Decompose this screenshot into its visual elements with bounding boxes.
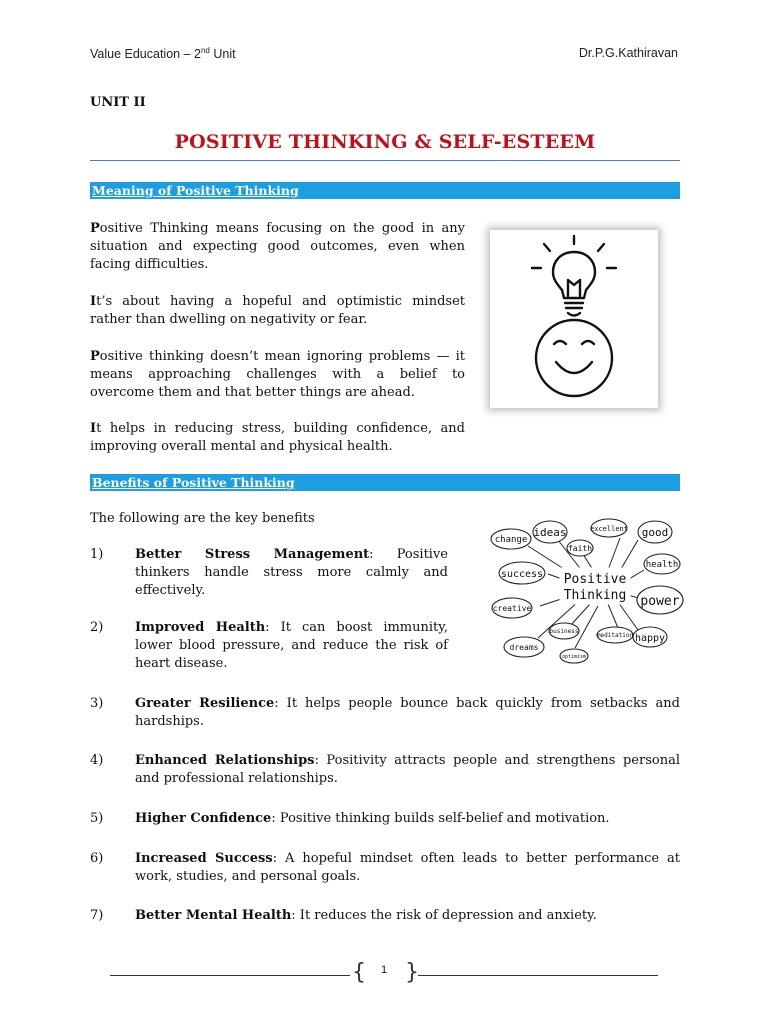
- benefit-desc: : It can boost immunity, lower blood pressure, and reduce the risk of heart disease.: [135, 620, 449, 671]
- cloud-word: business: [549, 628, 579, 635]
- cloud-word: meditation: [596, 632, 634, 639]
- benefit-term: Enhanced Relationships: [135, 753, 315, 768]
- header-author: Dr.P.G.Kathiravan: [578, 46, 678, 60]
- footer-rule-right: [418, 975, 658, 976]
- benefit-desc: : It reduces the risk of depression and anxiety.: [291, 908, 597, 923]
- page-number: 1: [380, 964, 388, 976]
- benefit-term: Greater Resilience: [135, 696, 275, 711]
- para-text: t’s about having a hopeful and optimistic mindset rather than dwelling on negativity or fear.: [90, 294, 465, 327]
- header-left-prefix: Value Education – 2: [90, 47, 201, 62]
- benefit-number: 7): [90, 908, 104, 923]
- benefit-desc: : A hopeful mindset often leads to better performance at work, studies, and personal goals.: [135, 851, 680, 884]
- section-heading-meaning: [90, 182, 680, 199]
- cloud-word: dreams: [509, 643, 539, 652]
- lightbulb-face-icon: [490, 230, 658, 408]
- header-left-suffix: Unit: [209, 47, 236, 62]
- footer-rule-left: [110, 975, 350, 976]
- benefit-term: Higher Confidence: [135, 811, 272, 826]
- benefit-text: [135, 619, 448, 673]
- benefit-desc: : Positivity attracts people and strengthens personal and professional relationships.: [135, 753, 680, 786]
- title-divider: [90, 160, 680, 161]
- para-lead: I: [90, 421, 97, 436]
- benefit-number: 6): [90, 851, 104, 866]
- cloud-word: health: [645, 560, 679, 570]
- benefit-number: 1): [90, 547, 104, 562]
- header-left-sup: nd: [200, 46, 210, 55]
- section-heading-benefits-text: Benefits of Positive Thinking: [92, 475, 295, 490]
- positive-thinking-word-cloud: [478, 510, 713, 670]
- cloud-word: faith: [567, 544, 593, 553]
- benefits-intro: The following are the key benefits: [90, 511, 315, 526]
- benefit-text: [135, 695, 680, 731]
- benefit-text: [135, 752, 680, 788]
- cloud-word: power: [640, 594, 680, 609]
- section-heading-meaning-text: Meaning of Positive Thinking: [92, 183, 299, 198]
- benefit-term: Improved Health: [135, 620, 266, 635]
- para-lead: P: [90, 221, 100, 236]
- cloud-word: happy: [634, 633, 666, 644]
- cloud-word: change: [494, 535, 528, 545]
- cloud-word: ideas: [533, 526, 567, 539]
- benefit-desc: : Positive thinkers handle stress more calmly and effectively.: [135, 547, 449, 598]
- meaning-paragraph-1: [90, 220, 465, 274]
- cloud-word: success: [500, 569, 544, 580]
- cloud-word: excellent: [590, 525, 628, 533]
- benefit-text: [135, 907, 680, 925]
- para-text: ositive Thinking means focusing on the good in any situation and expecting good outcomes, even when facing difficulties.: [90, 221, 465, 272]
- meaning-paragraph-3: [90, 348, 465, 402]
- benefit-number: 4): [90, 753, 104, 768]
- benefit-number: 3): [90, 696, 104, 711]
- section-heading-benefits: [90, 474, 680, 491]
- cloud-center-line1: Positive: [563, 572, 627, 587]
- cloud-center-line2: Thinking: [563, 588, 627, 603]
- cloud-word: creative: [492, 604, 532, 613]
- benefit-desc: : It helps people bounce back quickly from setbacks and hardships.: [135, 696, 681, 729]
- benefit-term: Better Stress Management: [135, 547, 370, 562]
- benefit-term: Increased Success: [135, 851, 273, 866]
- header-left: [90, 46, 236, 61]
- benefit-text: [135, 546, 448, 600]
- benefit-number: 2): [90, 620, 104, 635]
- benefit-number: 5): [90, 811, 104, 826]
- para-text: ositive thinking doesn’t mean ignoring problems — it means approaching challenges with a belief to overcome them and that better things are ahead.: [90, 349, 465, 400]
- unit-label: UNIT II: [90, 95, 146, 110]
- para-text: t helps in reducing stress, building confidence, and improving overall mental and physical health.: [90, 421, 465, 454]
- cloud-word: good: [641, 526, 669, 539]
- meaning-paragraph-2: [90, 293, 465, 329]
- page-title: POSITIVE THINKING & SELF-ESTEEM: [174, 131, 596, 153]
- benefit-term: Better Mental Health: [135, 908, 292, 923]
- footer-brace-right: }: [405, 960, 419, 985]
- footer-brace-left: {: [352, 960, 366, 985]
- meaning-paragraph-4: [90, 420, 465, 456]
- benefit-text: [135, 850, 680, 886]
- lightbulb-face-image: [490, 230, 658, 408]
- benefit-desc: : Positive thinking builds self-belief and motivation.: [271, 811, 610, 826]
- benefit-text: [135, 810, 680, 828]
- cloud-word: optimism: [561, 654, 587, 660]
- para-lead: P: [90, 349, 100, 364]
- para-lead: I: [90, 294, 97, 309]
